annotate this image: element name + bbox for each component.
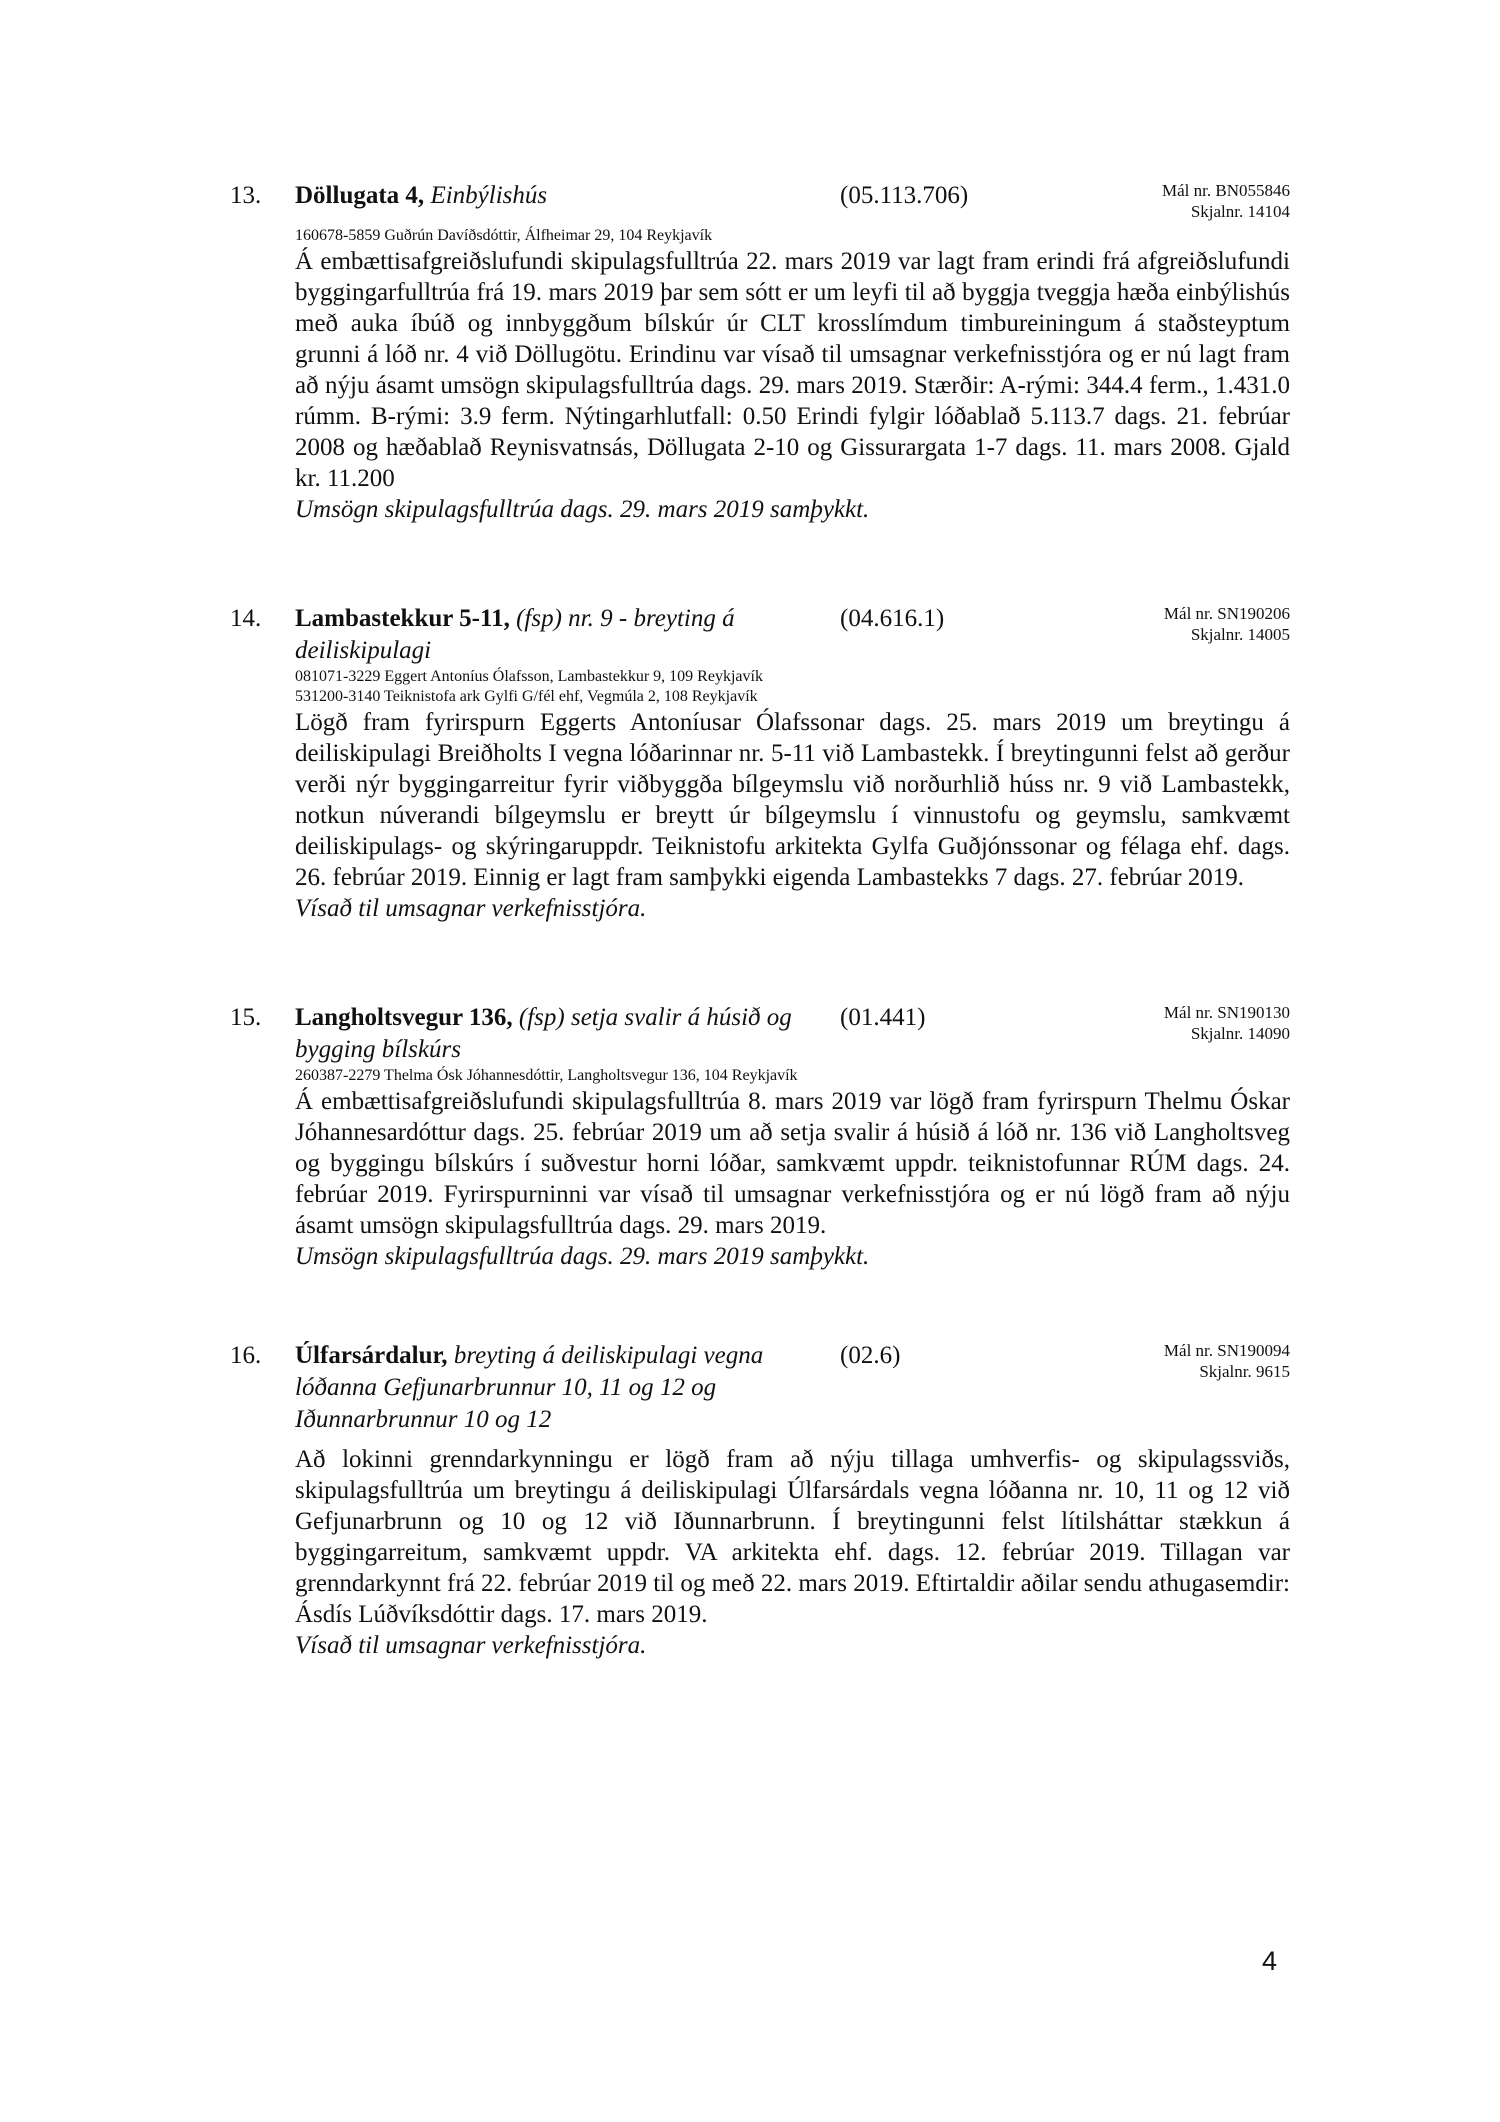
item-title: Úlfarsárdalur, [295, 1342, 448, 1369]
item-heading [295, 1340, 815, 1436]
item-subtitle: (fsp) nr. 9 - breyting á deiliskipulagi [295, 605, 735, 664]
item-subtitle: breyting á deiliskipulagi vegna lóðanna Gefjunarbrunnur 10, 11 og 12 og Iðunnarbrunnur 10 og 12 [295, 1342, 764, 1433]
page-number: 4 [1262, 1946, 1278, 1976]
item-code: (05.113.706) [840, 182, 969, 209]
owner-line: 160678-5859 Guðrún Davíðsdóttir, Álfheimar 29, 104 Reykjavík [295, 227, 713, 244]
item-heading [295, 603, 815, 667]
item-text: Á embættisafgreiðslufundi skipulagsfulltrúa 8. mars 2019 var lögð fram fyrirspurn Thelmu Óskar Jóhannesardóttur dags. 25. febrúar 2019 um að setja svalir á húsið á lóð nr. 136 við Langholtsveg og byggingu bílskúrs í suðvestur horni lóðar, samkvæmt uppdr. teiknistofunnar RÚM dags. 24. febrúar 2019. Fyrirspurninni var vísað til umsagnar verkefnisstjóra og er nú lögð fram að nýju ásamt umsögn skipulagsfulltrúa dags. 29. mars 2019. [295, 1088, 1290, 1239]
case-reference [1164, 603, 1290, 645]
item-verdict: Umsögn skipulagsfulltrúa dags. 29. mars 2019 samþykkt. [295, 496, 870, 523]
item-code: (02.6) [840, 1342, 901, 1369]
item-heading [295, 180, 815, 212]
case-reference [1164, 1002, 1290, 1044]
item-title: Döllugata 4, [295, 182, 425, 209]
document-number: Skjalnr. 14005 [1190, 625, 1290, 644]
owner-line: 531200-3140 Teiknistofa ark Gylfi G/fél ehf, Vegmúla 2, 108 Reykjavík [295, 688, 758, 705]
owner-line: 260387-2279 Thelma Ósk Jóhannesdóttir, Langholtsvegur 136, 104 Reykjavík [295, 1067, 798, 1084]
item-subtitle: Einbýlishús [430, 182, 548, 209]
case-number: Mál nr. SN190130 [1163, 1003, 1290, 1022]
item-body [295, 667, 1290, 924]
case-number: Mál nr. SN190206 [1163, 604, 1290, 623]
item-number: 15. [230, 1004, 262, 1031]
case-reference [1164, 1340, 1290, 1382]
item-text: Lögð fram fyrirspurn Eggerts Antoníusar Ólafssonar dags. 25. mars 2019 um breytingu á deiliskipulagi Breiðholts I vegna lóðarinnar nr. 5-11 við Lambastekk. Í breytingunni felst að gerður verði nýr byggingarreitur fyrir viðbyggða bílgeymslu við norðurhlið húss nr. 9 við Lambastekk, notkun núverandi bílgeymslu er breytt úr bílgeymslu í vinnustofu og geymslu, samkvæmt deiliskipulags- og skýringaruppdr. Teiknistofu arkitekta Gylfa Guðjónssonar og félaga ehf. dags. 26. febrúar 2019. Einnig er lagt fram samþykki eigenda Lambastekks 7 dags. 27. febrúar 2019. [295, 709, 1290, 891]
case-number: Mál nr. BN055846 [1162, 181, 1290, 200]
document-number: Skjalnr. 9615 [1199, 1362, 1290, 1381]
owner-line: 081071-3229 Eggert Antoníus Ólafsson, Lambastekkur 9, 109 Reykjavík [295, 668, 763, 685]
item-body [295, 1444, 1290, 1661]
item-text: Að lokinni grenndarkynningu er lögð fram að nýju tillaga umhverfis- og skipulagssviðs, skipulagsfulltrúa um breytingu á deiliskipulagi Úlfarsárdals vegna lóðanna nr. 10, 11 og 12 við Gefjunarbrunn og 10 og 12 við Iðunnarbrunn. Í breytingunni felst lítilsháttar stækkun á byggingarreitum, samkvæmt uppdr. VA arkitekta ehf. dags. 12. febrúar 2019. Tillagan var grenndarkynnt frá 22. febrúar 2019 til og með 22. mars 2019. Eftirtaldir aðilar sendu athugasemdir: Ásdís Lúðvíksdóttir dags. 17. mars 2019. [295, 1446, 1290, 1628]
item-verdict: Vísað til umsagnar verkefnisstjóra. [295, 895, 647, 922]
document-number: Skjalnr. 14104 [1190, 202, 1290, 221]
item-verdict: Vísað til umsagnar verkefnisstjóra. [295, 1632, 647, 1659]
item-number: 16. [230, 1342, 262, 1369]
item-title: Langholtsvegur 136, [295, 1004, 513, 1031]
case-reference [1162, 180, 1290, 222]
document-number: Skjalnr. 14090 [1190, 1024, 1290, 1043]
item-body [295, 1066, 1290, 1272]
item-heading [295, 1002, 815, 1066]
item-number: 13. [230, 182, 262, 209]
item-number: 14. [230, 605, 262, 632]
case-number: Mál nr. SN190094 [1163, 1341, 1290, 1360]
item-body [295, 226, 1290, 525]
item-code: (04.616.1) [840, 605, 945, 632]
item-subtitle: (fsp) setja svalir á húsið og bygging bílskúrs [295, 1004, 792, 1063]
item-verdict: Umsögn skipulagsfulltrúa dags. 29. mars 2019 samþykkt. [295, 1243, 870, 1270]
item-text: Á embættisafgreiðslufundi skipulagsfulltrúa 22. mars 2019 var lagt fram erindi frá afgreiðslufundi byggingarfulltrúa frá 19. mars 2019 þar sem sótt er um leyfi til að byggja tveggja hæða einbýlishús með auka íbúð og innbyggðum bílskúr úr CLT krosslímdum timbureiningum á staðsteyptum grunni á lóð nr. 4 við Döllugötu. Erindinu var vísað til umsagnar verkefnisstjóra og er nú lagt fram að nýju ásamt umsögn skipulagsfulltrúa dags. 29. mars 2019. Stærðir: A-rými: 344.4 ferm., 1.431.0 rúmm. B-rými: 3.9 ferm. Nýtingarhlutfall: 0.50 Erindi fylgir lóðablað 5.113.7 dags. 21. febrúar 2008 og hæðablað Reynisvatnsás, Döllugata 2-10 og Gissurargata 1-7 dags. 11. mars 2008. Gjald kr. 11.200 [295, 248, 1290, 492]
item-title: Lambastekkur 5-11, [295, 605, 510, 632]
item-code: (01.441) [840, 1004, 926, 1031]
